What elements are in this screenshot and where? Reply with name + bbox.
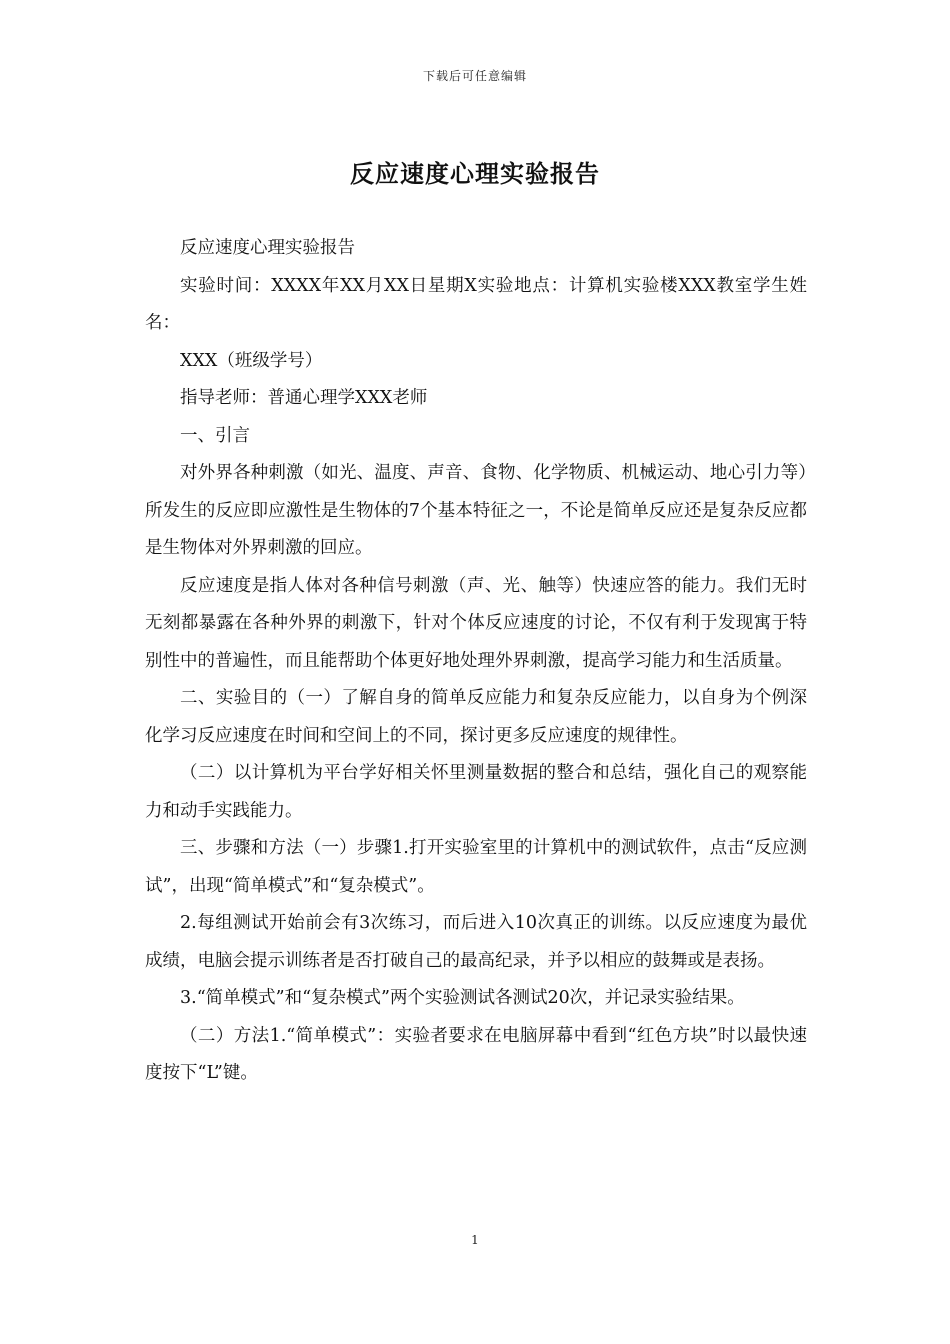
paragraph-method-1: （二）方法1.“简单模式”：实验者要求在电脑屏幕中看到“红色方块”时以最快速度按下“L”键。 bbox=[145, 1025, 807, 1083]
paragraph-purpose-1: 二、实验目的（一）了解自身的简单反应能力和复杂反应能力，以自身为个例深化学习反应速度在时间和空间上的不同，探讨更多反应速度的规律性。 bbox=[145, 688, 807, 746]
paragraph-time-location: 实验时间：XXXX年XX月XX日星期X实验地点：计算机实验楼XXX教室学生姓名： bbox=[145, 275, 807, 333]
paragraph-instructor: 指导老师：普通心理学XXX老师 bbox=[180, 388, 428, 408]
paragraph-introduction-1: 对外界各种刺激（如光、温度、声音、食物、化学物质、机械运动、地心引力等）所发生的反应即应激性是生物体的7个基本特征之一，不论是简单反应还是复杂反应都是生物体对外界刺激的回应。 bbox=[145, 463, 807, 558]
document-title: 反应速度心理实验报告 bbox=[350, 159, 600, 188]
paragraph-purpose-2: （二）以计算机为平台学好相关怀里测量数据的整合和总结，强化自己的观察能力和动手实践能力。 bbox=[145, 763, 807, 821]
page-number: 1 bbox=[471, 1233, 479, 1247]
paragraph-introduction-2: 反应速度是指人体对各种信号刺激（声、光、触等）快速应答的能力。我们无时无刻都暴露在各种外界的刺激下，针对个体反应速度的讨论，不仅有利于发现寓于特别性中的普遍性，而且能帮助个体更好地处理外界刺激，提高学习能力和生活质量。 bbox=[145, 575, 807, 671]
header-note: 下载后可任意编辑 bbox=[422, 69, 527, 83]
paragraph-steps-2: 2.每组测试开始前会有3次练习，而后进入10次真正的训练。以反应速度为最优成绩，电脑会提示训练者是否打破自己的最高纪录，并予以相应的鼓舞或是表扬。 bbox=[145, 913, 807, 971]
document-body bbox=[145, 230, 807, 1093]
paragraph-student-info: XXX（班级学号） bbox=[180, 350, 323, 371]
paragraph-subtitle: 反应速度心理实验报告 bbox=[180, 238, 355, 258]
paragraph-steps-3: 3.“简单模式”和“复杂模式”两个实验测试各测试20次，并记录实验结果。 bbox=[180, 988, 745, 1008]
paragraph-steps-1: 三、步骤和方法（一）步骤1.打开实验室里的计算机中的测试软件，点击“反应测试”，出现“简单模式”和“复杂模式”。 bbox=[145, 838, 807, 896]
section-heading-introduction: 一、引言 bbox=[180, 425, 250, 446]
